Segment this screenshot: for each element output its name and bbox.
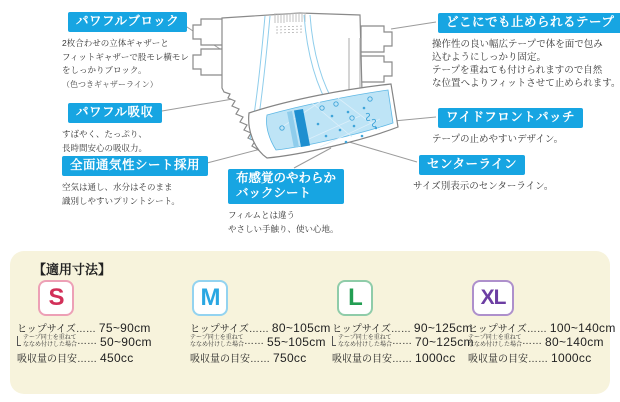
- hip-size-label: ヒップサイズ……: [332, 324, 411, 335]
- feature-center-line: [413, 155, 553, 193]
- feature-label: どこにでも止められるテープ: [438, 13, 620, 33]
- diagonal-tape-row: テープ同士を重ねて ななめ付けした場合 …… 55~105cm: [190, 334, 326, 349]
- size-letter: L: [348, 284, 362, 311]
- diagonal-tape-note: テープ同士を重ねて ななめ付けした場合: [338, 335, 393, 348]
- feature-description: [228, 209, 344, 236]
- note-bracket: [332, 336, 336, 346]
- hip-size-label: ヒップサイズ……: [17, 324, 96, 335]
- hip-size-label: ヒップサイズ……: [468, 324, 547, 335]
- feature-anywhere-tape: [432, 13, 620, 90]
- size-col-xl: [468, 280, 620, 365]
- hip-diag-value: 50~90cm: [100, 334, 152, 349]
- absorbency-row: [468, 350, 620, 365]
- absorbency-row: [190, 350, 342, 365]
- feature-wide-front-patch: [432, 108, 583, 146]
- diagonal-tape-row: テープ同士を重ねて ななめ付けした場合 …… 70~125cm: [332, 335, 484, 348]
- hip-size-value: 90~125cm: [413, 320, 473, 335]
- feature-description: [432, 38, 620, 90]
- feature-desc-line: 識別しやすいプリントシート。: [62, 195, 180, 206]
- absorbency-row: [332, 350, 484, 365]
- size-letter: S: [48, 284, 64, 311]
- diagonal-tape-row: テープ同士を重ねて ななめ付けした場合 …… 80~140cm: [468, 334, 604, 349]
- feature-desc-line: やさしい手触り、使い心地。: [228, 223, 339, 234]
- feature-label: 全面通気性シート採用: [62, 156, 208, 176]
- absorbency-value: 1000cc: [415, 350, 456, 365]
- feature-description: [413, 180, 553, 193]
- feature-desc-line: テープの止めやすいデザイン。: [432, 134, 564, 145]
- size-badge-m: [192, 280, 228, 316]
- feature-label-line: 布感覚のやわらか: [236, 171, 337, 185]
- feature-label-line: バックシート: [236, 186, 312, 200]
- feature-desc-line: フィルムとは違う: [228, 210, 295, 220]
- absorbency-value: 750cc: [273, 350, 307, 365]
- hip-size-row: [332, 320, 484, 335]
- feature-desc-line: をしっかりブロック。: [62, 65, 147, 75]
- feature-desc-line: サイズ別表示のセンターライン。: [413, 181, 554, 192]
- feature-desc-line: （色つきギャザーライン）: [62, 79, 158, 89]
- size-panel-title: 【適用寸法】: [33, 262, 112, 277]
- size-badge-s: [38, 280, 74, 316]
- feature-desc-line: すばやく、たっぷり、: [62, 129, 147, 139]
- feature-powerful-block: [62, 12, 189, 91]
- feature-label: パワフル吸収: [68, 103, 162, 123]
- feature-breathable-sheet: [62, 156, 208, 208]
- absorbency-value: 1000cc: [551, 350, 592, 365]
- feature-description: [432, 133, 583, 146]
- hip-size-row: [17, 320, 169, 335]
- diagonal-tape-note: テープ同士を重ねて ななめ付けした場合: [468, 335, 523, 348]
- feature-label: [228, 169, 344, 204]
- size-col-s: [17, 280, 169, 365]
- feature-description: [62, 37, 189, 91]
- feature-desc-line: フィットギャザーで股モレ横モレ: [62, 51, 189, 62]
- size-letter: M: [200, 284, 220, 311]
- hip-size-value: 80~105cm: [271, 320, 331, 335]
- hip-size-label: ヒップサイズ……: [190, 324, 269, 335]
- feature-desc-line: テープを重ねても付けられますので自然: [432, 65, 603, 76]
- absorbency-label: 吸収量の目安……: [190, 354, 270, 365]
- hip-size-value: 75~90cm: [98, 320, 151, 335]
- feature-soft-backsheet: [228, 169, 344, 236]
- absorbency-label: 吸収量の目安……: [332, 354, 412, 365]
- note-bracket: [17, 336, 21, 346]
- size-col-m: [190, 280, 342, 365]
- hip-size-value: 100~140cm: [549, 320, 616, 335]
- feature-desc-line: 空気は通し、水分はそのまま: [62, 182, 173, 192]
- feature-desc-line: な位置へよりフィットさせて止められます。: [432, 78, 620, 89]
- hip-diag-value: 55~105cm: [267, 334, 326, 349]
- size-badge-xl: [472, 280, 514, 316]
- feature-label: センターライン: [419, 155, 525, 175]
- feature-label: パワフルブロック: [68, 12, 187, 32]
- size-letter: XL: [480, 286, 506, 309]
- feature-desc-line: 長時間安心の吸収力。: [62, 142, 148, 153]
- feature-description: [62, 128, 162, 155]
- feature-desc-line: 2枚合わせの立体ギャザーと: [62, 38, 169, 48]
- absorbency-label: 吸収量の目安……: [468, 354, 548, 365]
- hip-diag-value: 80~140cm: [545, 334, 604, 349]
- absorbency-value: 450cc: [100, 350, 134, 365]
- diagonal-tape-note: テープ同士を重ねて ななめ付けした場合: [23, 335, 78, 348]
- diagonal-tape-row: テープ同士を重ねて ななめ付けした場合 …… 50~90cm: [17, 335, 169, 348]
- feature-description: [62, 181, 208, 208]
- size-spec-panel: [10, 251, 616, 394]
- feature-label: ワイドフロントパッチ: [438, 108, 583, 128]
- feature-desc-line: 操作性の良い幅広テープで体を面で包み: [432, 39, 603, 50]
- hip-size-row: [190, 320, 342, 335]
- feature-powerful-absorption: [62, 103, 162, 155]
- feature-desc-line: 込むようにしっかり固定。: [432, 52, 547, 63]
- diagonal-tape-note: テープ同士を重ねて ななめ付けした場合: [190, 335, 245, 348]
- absorbency-row: [17, 350, 169, 365]
- size-badge-l: [337, 280, 373, 316]
- absorbency-label: 吸収量の目安……: [17, 354, 97, 365]
- hip-diag-value: 70~125cm: [415, 334, 474, 349]
- size-col-l: [332, 280, 484, 365]
- hip-size-row: [468, 320, 620, 335]
